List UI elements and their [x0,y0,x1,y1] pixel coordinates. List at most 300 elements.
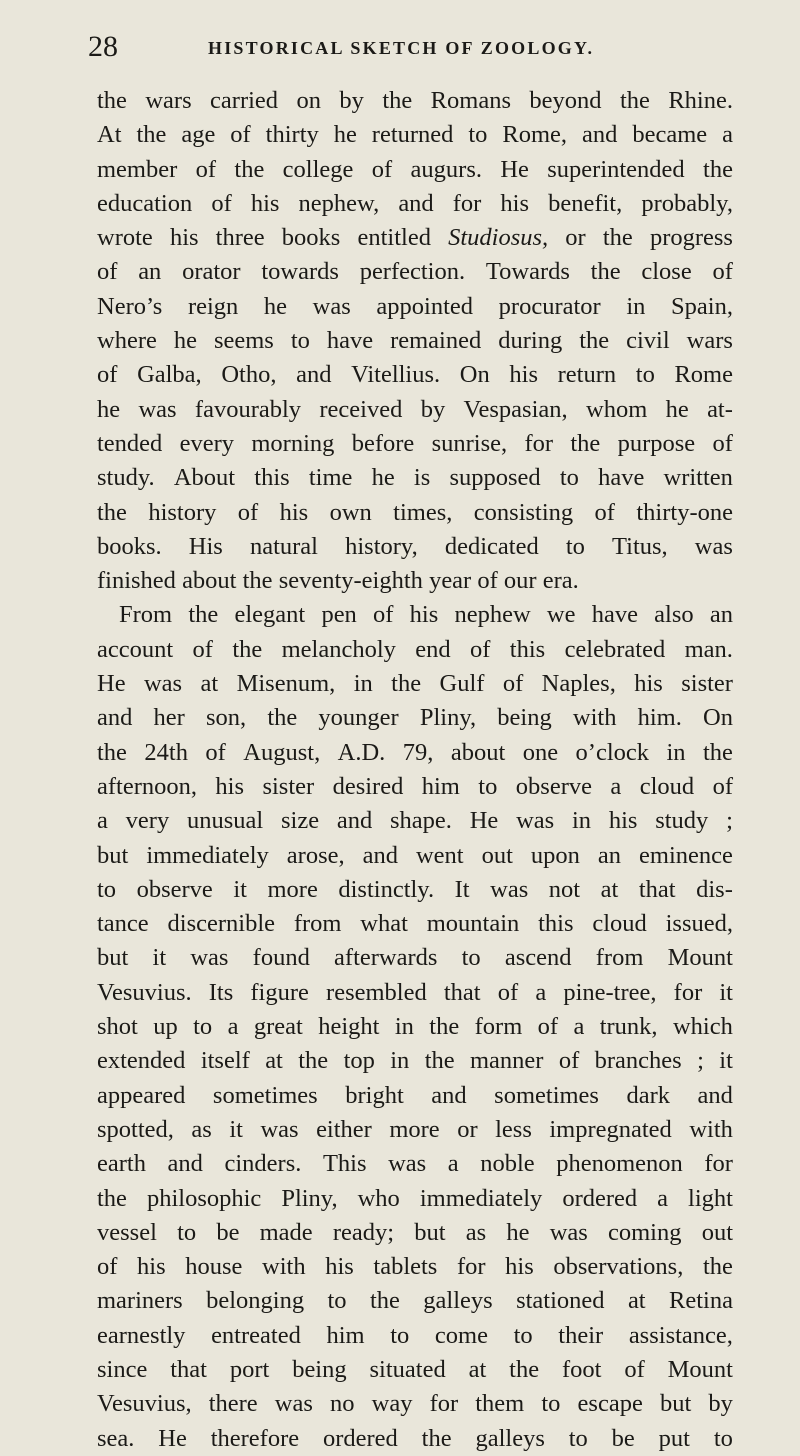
text-line [97,941,733,975]
word: but [97,944,129,972]
word: earth [97,1150,146,1178]
word: his [279,498,309,526]
word: own [329,498,372,526]
word: sometimes [212,1081,318,1109]
word: Naples, [541,670,616,698]
word: the [369,1287,400,1315]
word: a [447,1150,459,1178]
word: seventy-eighth [278,567,423,595]
word: manner [470,1047,544,1075]
word: of [502,670,524,698]
word: wars [686,327,733,355]
word: a [610,772,622,800]
text-line [97,358,733,392]
word: the [97,1184,127,1212]
word: o’clock [575,738,650,766]
word: but [659,1390,692,1418]
word: in [353,670,373,698]
word: the [579,327,610,355]
word: with [262,1253,306,1281]
word: is [413,464,431,492]
word: him [326,1321,365,1349]
word: of [594,498,615,526]
word: ordered [562,1184,638,1212]
word: returned [371,121,454,149]
word: the [590,258,621,286]
word: was [516,807,555,835]
word: year [429,567,472,595]
text-line [97,187,733,221]
word: civil [626,327,670,355]
word: morning [251,429,335,457]
word: became [632,121,708,149]
word: at [600,875,619,903]
word: sunrise, [431,429,508,457]
word: mountain [426,910,520,938]
word: to [327,1287,347,1315]
word: his [325,1253,354,1281]
text-line [97,84,733,118]
word: extended [97,1047,186,1075]
text-line [97,1284,733,1318]
word: to [97,875,117,903]
word: resembled [326,978,427,1006]
word: the [619,87,650,114]
word: of [97,1253,118,1281]
word: He [158,1424,187,1452]
word: and [431,1081,467,1109]
word: and [362,841,398,869]
word: their [558,1321,604,1349]
word: spotted, [97,1115,174,1143]
word: a [97,807,108,835]
word: superintended [547,155,685,183]
word: of [712,772,733,800]
word: of [97,258,118,286]
italic-title-word: Studiosus, [448,224,549,252]
word: Retina [669,1287,733,1315]
word: branches [594,1047,682,1075]
word: education [97,189,193,217]
word: Rome [674,361,733,389]
word: younger [318,704,399,732]
word: study. [97,464,155,492]
word: his [505,1253,534,1281]
word: was [260,1115,299,1143]
word: in [571,807,592,835]
word: observations, [553,1253,684,1281]
word: the [232,635,263,663]
word: and [97,704,133,732]
word: tended [97,429,163,457]
text-line [97,1147,733,1181]
word: his [137,1253,166,1281]
word: the [267,704,298,732]
word: he [263,292,288,320]
text-line [97,496,733,530]
word: at [265,1047,283,1075]
word: On [459,361,490,389]
word: this [509,635,546,663]
word: or [457,1115,478,1143]
word: to [568,1424,588,1452]
word: figure [250,978,309,1006]
word: galleys [423,1287,493,1315]
text-line [97,701,733,735]
word: out [701,1218,733,1246]
word: of [237,498,259,526]
word: situated [369,1355,446,1383]
word: entreated [211,1321,301,1349]
word: to [635,361,655,389]
word: vessel [97,1218,157,1246]
word: his [608,807,638,835]
word: Vesuvius, [97,1390,192,1418]
word: discernible [167,910,276,938]
word: afternoon, [97,772,197,800]
word: observe [136,875,213,903]
word: where [97,327,157,355]
word: or [565,224,586,252]
word: study [655,807,709,835]
word: distinctly. [338,875,435,903]
word: About [173,464,236,492]
word: to [565,532,585,560]
text-line [97,1113,733,1147]
word: stationed [516,1287,605,1315]
word: from [595,944,644,972]
word: 24th [144,738,188,766]
word: the [602,224,633,252]
word: Pliny, [281,1184,338,1212]
word: of [211,189,232,217]
word: an [597,841,622,869]
word: At [97,121,122,149]
word: books [281,224,341,252]
word: but [414,1218,446,1246]
text-line [97,153,733,187]
word: melancholy [281,635,396,663]
word: the [188,601,219,629]
word: he [97,395,121,423]
word: galleys [475,1424,545,1452]
word: appointed [376,292,474,320]
word: itself [200,1047,250,1075]
word: thirty [265,121,319,149]
word: at [200,670,219,698]
word: a [722,121,733,149]
word: to [290,327,310,355]
running-title: HISTORICAL SKETCH OF ZOOLOGY. [208,38,595,58]
word: His [188,532,223,560]
word: ; [726,807,733,835]
word: from [293,910,342,938]
word: found [252,944,310,972]
word: this [254,464,290,492]
word: coming [608,1218,682,1246]
text-line [97,1387,733,1421]
word: was [190,944,229,972]
word: up [153,1013,178,1041]
word: top [343,1047,375,1075]
word: a [573,1013,585,1041]
word: the [424,1047,455,1075]
word: at [627,1287,646,1315]
word: that [443,978,481,1006]
word: afterwards [334,944,438,972]
word: the [570,429,601,457]
word: elegant [234,601,306,629]
word: consisting [473,498,574,526]
word: of [373,601,394,629]
text-line [97,221,733,255]
word: not [548,875,581,903]
word: have [591,601,638,629]
word: was [312,292,351,320]
word: great [253,1013,303,1041]
word: books. [97,532,162,560]
text-line [97,1319,733,1353]
word: in [626,292,646,320]
word: Vespasian, [463,395,568,423]
word: cloud [592,910,647,938]
word: out [481,841,513,869]
word: three [215,224,265,252]
word: by [420,395,446,423]
text-line [97,1353,733,1387]
word: assistance, [628,1321,733,1349]
word: the [382,87,413,114]
word: reign [187,292,239,320]
word: the [391,670,422,698]
word: went [415,841,464,869]
word: Mount [667,1355,733,1383]
word: it [719,978,733,1006]
word: him [421,772,460,800]
word: of [371,155,393,183]
word: with [572,704,617,732]
page-number: 28 [88,30,118,63]
text-line [97,427,733,461]
text-line [97,633,733,667]
word: nephew [454,601,531,629]
word: this [538,910,574,938]
word: He [469,807,499,835]
word: and [336,807,373,835]
text-line [97,1079,733,1113]
text-line [97,564,733,598]
word: From [119,601,173,629]
text-line [97,461,733,495]
word: favourably [194,395,302,423]
word: celebrated [564,635,666,663]
word: them [475,1390,525,1418]
word: the [703,155,733,183]
word: tablets [373,1253,438,1281]
word: have [598,464,645,492]
word: to [193,1013,213,1041]
word: about [182,567,237,595]
word: college [282,155,354,183]
word: he [333,121,357,149]
word: unusual [186,807,264,835]
word: one [522,738,559,766]
word: being [292,1355,347,1383]
word: that [170,1355,207,1383]
word: entitled [357,224,431,252]
word: of [712,258,733,286]
text-line [97,770,733,804]
word: for [456,1253,486,1281]
word: mariners [97,1287,183,1315]
word: appeared [97,1081,186,1109]
word: shot [97,1013,138,1041]
word: him. [637,704,682,732]
word: put [658,1424,690,1452]
word: being [497,704,552,732]
word: by [708,1390,733,1418]
word: of [97,361,118,389]
text-line [97,598,733,632]
word: He [500,155,529,183]
word: sister [681,670,733,698]
word: his [509,361,538,389]
word: orator [182,258,241,286]
word: carried [210,87,279,114]
word: Galba, [137,361,202,389]
word: close [641,258,692,286]
word: more [389,1115,440,1143]
word: his [634,670,663,698]
word: made [259,1218,313,1246]
word: we [546,601,576,629]
word: escape [577,1390,643,1418]
word: phenomenon [556,1150,683,1178]
word: the [97,738,127,766]
word: what [360,910,408,938]
body-text [97,84,733,1456]
word: it [152,944,167,972]
word: his [409,601,439,629]
word: to [559,464,579,492]
word: dis- [696,875,733,903]
word: a [227,1013,239,1041]
word: 79, [402,738,434,766]
word: was [549,1218,588,1246]
word: either [316,1115,372,1143]
word: eminence [639,841,733,869]
word: to [541,1390,561,1418]
word: nephew, [298,189,380,217]
text-line [97,873,733,907]
word: the [429,1013,460,1041]
word: of [712,429,733,457]
text-line [97,736,733,770]
word: to [513,1321,533,1349]
text-line [97,839,733,873]
page-header [88,30,728,70]
word: for [524,429,554,457]
word: light [688,1184,733,1212]
text-line [97,255,733,289]
word: desired [332,772,404,800]
word: of [470,635,491,663]
word: a [535,978,547,1006]
word: he [173,327,197,355]
word: the [702,1253,733,1281]
word: of [537,1013,559,1041]
word: the [298,1047,329,1075]
word: his [500,189,530,217]
text-line [97,1422,733,1456]
word: in [666,738,686,766]
text-line [97,1044,733,1078]
text-line [97,976,733,1010]
word: but [97,841,129,869]
word: was [274,1390,313,1418]
word: for [704,1150,733,1178]
word: have [326,327,374,355]
word: at- [707,395,733,423]
word: of [624,1355,645,1383]
word: during [498,327,563,355]
word: pen [321,601,357,629]
word: an [138,258,162,286]
word: Vitellius. [351,361,441,389]
word: no [330,1390,355,1418]
text-line [97,1010,733,1044]
word: of [192,635,213,663]
word: the [136,121,167,149]
word: of [205,738,226,766]
word: his [250,189,280,217]
word: earnestly [97,1321,186,1349]
text-line [97,804,733,838]
word: immediately [146,841,269,869]
word: augurs. [410,155,482,183]
word: the [97,498,127,526]
word: with [689,1115,733,1143]
word: time [308,464,353,492]
word: ; [697,1047,704,1075]
word: written [663,464,733,492]
word: finished [97,567,176,595]
word: pine-tree, [563,978,657,1006]
word: as [465,1218,487,1246]
text-line [97,530,733,564]
word: to [478,772,498,800]
word: to [177,1218,197,1246]
word: progress [649,224,733,252]
word: and [167,1150,203,1178]
word: age [181,121,216,149]
word: to [390,1321,410,1349]
word: He [97,670,126,698]
word: of [497,978,519,1006]
word: he [665,395,689,423]
word: towards [261,258,339,286]
text-line [97,1216,733,1250]
word: sister [262,772,315,800]
word: man. [684,635,733,663]
word: of [195,155,217,183]
word: shape. [390,807,452,835]
word: come [434,1321,488,1349]
word: was [138,395,177,423]
word: way [371,1390,413,1418]
word: port [229,1355,270,1383]
word: house [185,1253,243,1281]
